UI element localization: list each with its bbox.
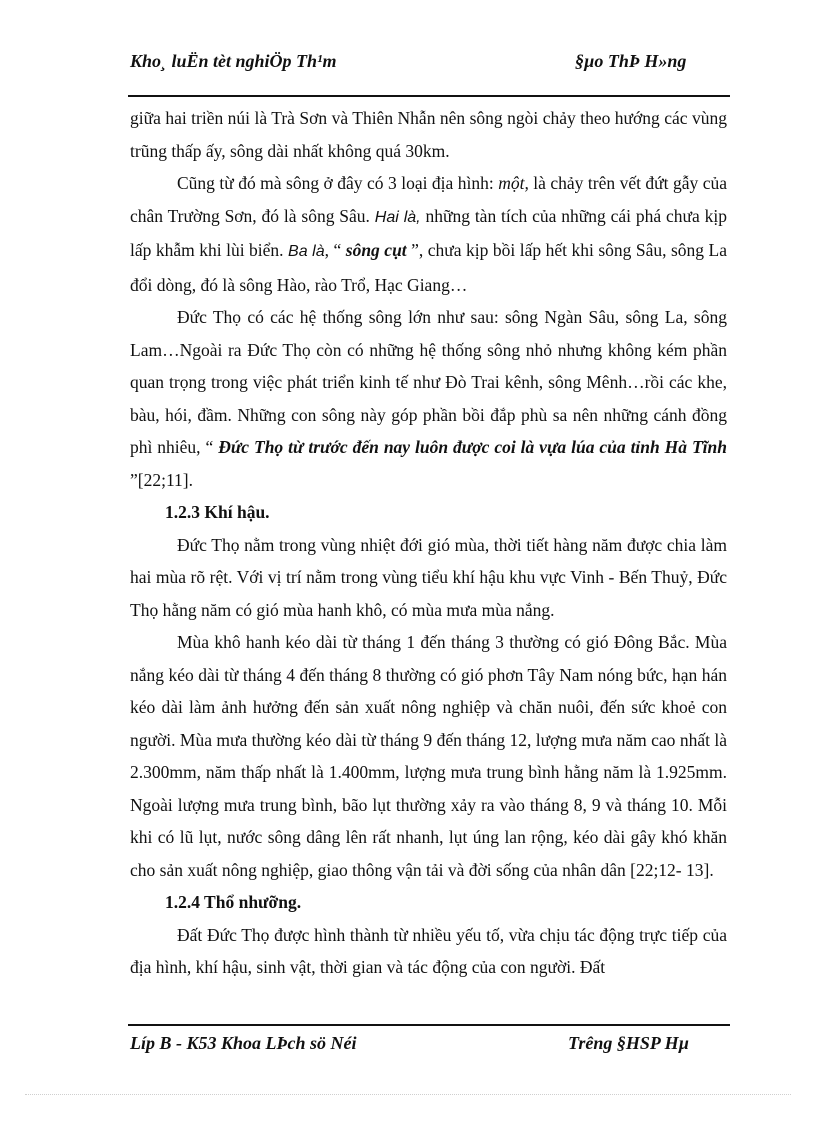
footer-university: Trêng §HSP Hµ	[568, 1033, 690, 1053]
section-heading-climate: 1.2.3 Khí hậu.	[165, 502, 270, 522]
text-run: , “	[324, 240, 346, 260]
header-rule	[128, 95, 730, 97]
quote-rice-granary: Đức Thọ từ trước đến nay luôn được coi là vựa lúa của tỉnh Hà Tĩnh	[218, 437, 727, 457]
page-body	[130, 102, 727, 984]
emphasis-song-cut: sông cụt	[345, 240, 407, 260]
text-run: ”, chưa kịp bồi lấp hết khi sông Sâu, sông La đổi dòng, đó là sông Hào, rào Trổ, Hạc Giang…	[130, 240, 728, 295]
paragraph-rivers-intro: giữa hai triền núi là Trà Sơn và Thiên Nhẫn nên sông ngòi chảy theo hướng các vùng trũng thấp ấy, sông dài nhất không quá 30km.	[130, 108, 727, 161]
footer-rule	[128, 1024, 730, 1026]
header-left-title: Kho¸ luËn tèt nghiÖp Th¹m	[130, 51, 337, 71]
text-run: ”[22;11].	[130, 469, 194, 490]
page-edge-dotted-line	[25, 1094, 791, 1095]
section-heading-soil: 1.2.4 Thổ nhưỡng.	[165, 892, 302, 912]
paragraph-river-systems	[130, 301, 727, 496]
paragraph-seasons: Mùa khô hanh kéo dài từ tháng 1 đến tháng 3 thường có gió Đông Bắc. Mùa nắng kéo dài từ tháng 4 đến tháng 8 thường có gió phơn Tây Nam nóng bức, hạn hán kéo dài làm ảnh hưởng đến sản xuất nông nghiệp và chăn nuôi, đến sức khoẻ con người. Mùa mưa thường kéo dài từ tháng 9 đến tháng 12, lượng mưa năm cao nhất là 2.300mm, năm thấp nhất là 1.400mm, lượng mưa trung bình hằng năm là 1.925mm. Ngoài lượng mưa trung bình, bão lụt thường xảy ra vào tháng 8, 9 và tháng 10. Mỗi khi có lũ lụt, nước sông dâng lên rất nhanh, lụt úng lan rộng, kéo dài gây khó khăn cho sản xuất nông nghiệp, giao thông vận tải và đời sống của nhân dân [22;12- 13].	[130, 632, 727, 880]
emphasis-three: Ba là	[288, 243, 325, 260]
footer-class-info: Líp B - K53 Khoa LÞch sö Néi	[130, 1033, 357, 1053]
text-run: Đức Thọ có các hệ thống sông lớn như sau: sông Ngàn Sâu, sông La, sông Lam…Ngoài ra Đức Thọ còn có những hệ thống sông nhỏ nhưng không kém phần quan trọng trong việc phát triển kinh tế như Đò Trai kênh, sông Mênh…rồi các khe, bàu, hói, đầm. Những con sông này góp phần bồi đắp phù sa nên những cánh đồng phì nhiêu, “	[130, 307, 727, 457]
text-run: những tàn tích của những cái phá chưa kịp lấp khẫm khi lùi biển.	[130, 205, 727, 260]
emphasis-two: Hai là,	[374, 208, 421, 226]
paragraph-climate-overview: Đức Thọ nằm trong vùng nhiệt đới gió mùa, thời tiết hàng năm được chia làm hai mùa rõ rệt. Với vị trí nằm trong vùng tiểu khí hậu khu vực Vinh - Bến Thuỷ, Đức Thọ hằng năm có gió mùa hanh khô, có mùa mưa mùa nắng.	[130, 534, 727, 620]
paragraph-soil: Đất Đức Thọ được hình thành từ nhiều yếu tố, vừa chịu tác động trực tiếp của địa hình, khí hậu, sinh vật, thời gian và tác động của con người. Đất	[130, 924, 727, 977]
emphasis-one: một,	[498, 173, 529, 193]
paragraph-terrain-types	[130, 167, 727, 301]
text-run: là chảy trên vết đứt gẫy của chân Trường Sơn, đó là sông Sâu.	[130, 173, 727, 226]
header-author: §µo ThÞ H»ng	[575, 51, 687, 71]
text-run: Cũng từ đó mà sông ở đây có 3 loại địa hình:	[177, 173, 499, 193]
